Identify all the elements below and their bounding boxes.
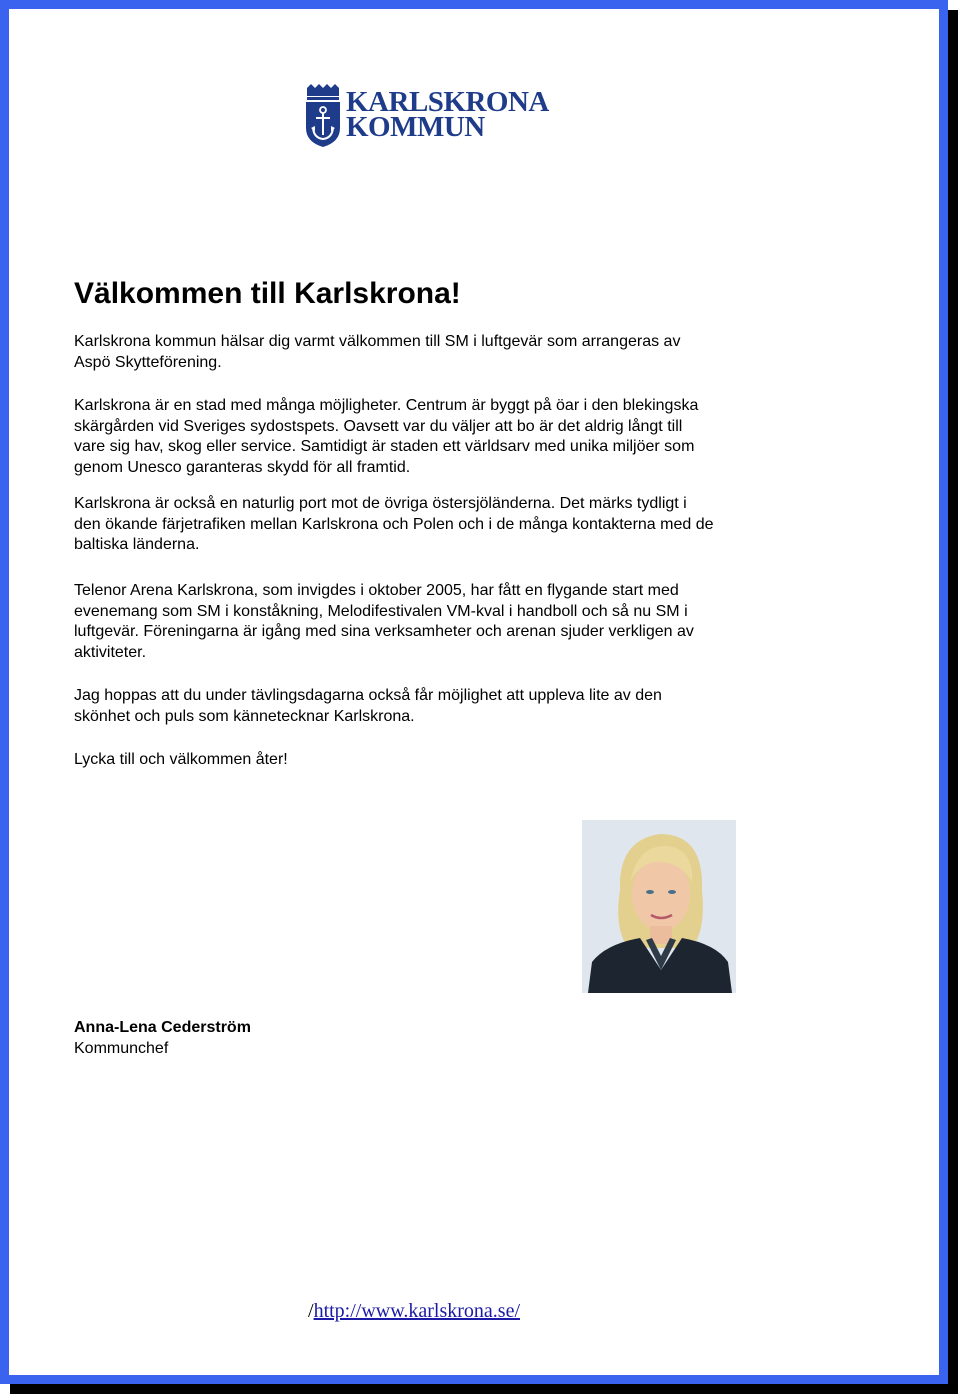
website-link[interactable]: http://www.karlskrona.se/: [313, 1300, 521, 1322]
page-title: Välkommen till Karlskrona!: [74, 277, 461, 310]
signature-name: Anna-Lena Cederström: [74, 1019, 251, 1036]
logo-line-2: KOMMUN: [346, 111, 485, 143]
signature-block: [74, 1018, 251, 1059]
page-shadow-bottom: [10, 1384, 958, 1394]
paragraph-intro: Karlskrona kommun hälsar dig varmt välkommen till SM i luftgevär som arrangeras av Aspö Skytteförening.: [74, 333, 681, 371]
footer-prefix: /: [308, 1300, 314, 1322]
letter-body: [74, 276, 714, 768]
paragraph-baltic: Karlskrona är också en naturlig port mot de övriga östersjöländerna. Det märks tydligt i den ökande färjetrafiken mellan Karlskrona och Polen och i de många kontakterna med de baltiska länderna.: [74, 495, 714, 553]
paragraph-hope: Jag hoppas att du under tävlingsdagarna också får möjlighet att uppleva lite av den skönhet och puls som kännetecknar Karlskrona.: [74, 687, 662, 725]
paragraph-arena: Telenor Arena Karlskrona, som invigdes i oktober 2005, har fått en flygande start med evenemang som SM i konståkning, Melodifestivalen VM-kval i handboll och så nu SM i luftgevär. Föreningarna är igång med sina verksamheter och arenan sjuder verkligen av aktiviteter.: [74, 582, 694, 661]
karlskrona-logo: [304, 84, 554, 148]
page-shadow-right: [948, 10, 958, 1394]
coat-of-arms-icon: [304, 84, 342, 148]
paragraph-closing: Lycka till och välkommen åter!: [74, 751, 288, 768]
logo-wordmark: [346, 86, 549, 143]
portrait-photo: [582, 820, 736, 993]
footer: [308, 1300, 520, 1323]
logo-line-1: KARLSKRONA: [346, 86, 549, 118]
paragraph-city: Karlskrona är en stad med många möjligheter. Centrum är byggt på öar i den blekingska skärgården vid Sveriges sydostspets. Oavsett var du väljer att bo är det aldrig långt till vare sig hav, skog eller service. Samtidigt är staden ett världsarv med unika miljöer som genom Unesco garanteras skydd för all framtid.: [74, 397, 699, 476]
signature-title: Kommunchef: [74, 1039, 169, 1057]
